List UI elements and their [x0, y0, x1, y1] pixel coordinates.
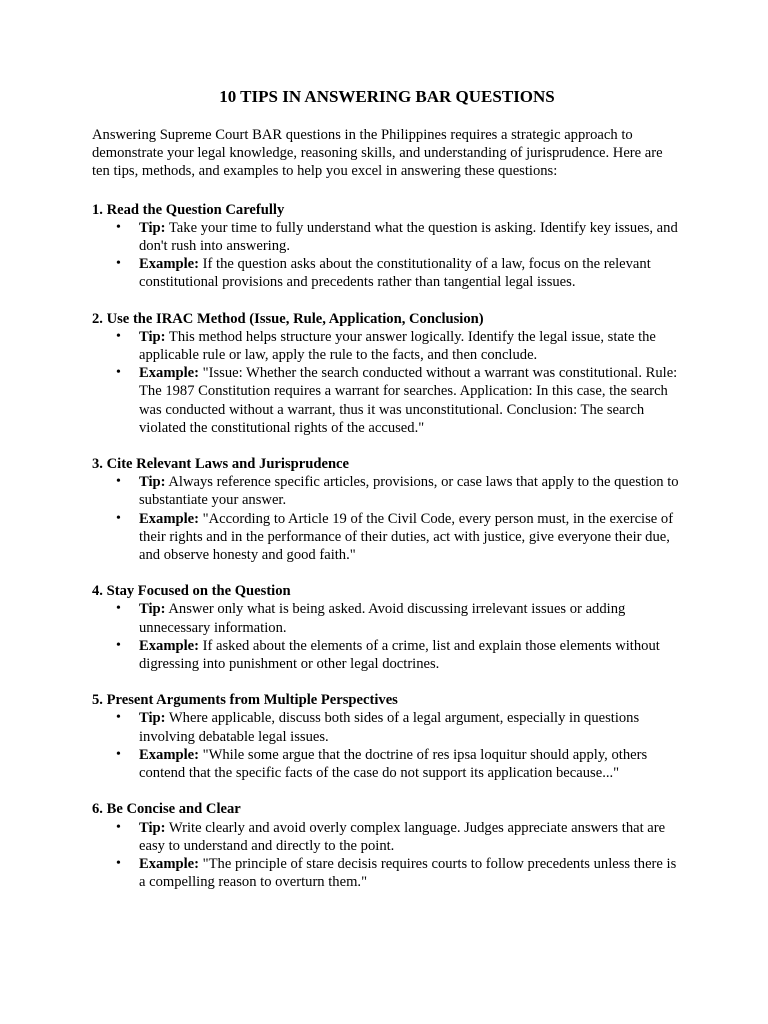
document-title: 10 TIPS IN ANSWERING BAR QUESTIONS — [219, 87, 555, 106]
bullet-text: Always reference specific articles, provisions, or case laws that apply to the question to substantiate your answer. — [139, 474, 679, 509]
section-heading: 2. Use the IRAC Method (Issue, Rule, Application, Conclusion) — [92, 310, 484, 327]
bullet-text: "While some argue that the doctrine of res ipsa loquitur should apply, others contend that the specific facts of the case do not support its application because..." — [139, 746, 648, 782]
bullet-icon: • — [116, 819, 121, 835]
bullet-label: Tip: — [139, 328, 166, 345]
bullet-text: This method helps structure your answer logically. Identify the legal issue, state the applicable rule or law, apply the rule to the facts, and then conclude. — [139, 328, 656, 364]
bullet-text: Take your time to fully understand what the question is asking. Identify key issues, and don't rush into answering. — [139, 219, 678, 255]
bullet-icon: • — [116, 474, 121, 490]
bullet-text: If asked about the elements of a crime, list and explain those elements without digressing into punishment or other legal doctrines. — [139, 637, 660, 673]
bullet-icon: • — [116, 510, 121, 526]
bullet-item — [92, 364, 682, 437]
bullet-item — [92, 219, 682, 255]
bullet-label: Example: — [139, 365, 199, 382]
bullet-text: If the question asks about the constitutionality of a law, focus on the relevant constitutional provisions and precedents rather than tangential legal issues. — [139, 256, 651, 291]
tip-section-2 — [92, 310, 682, 437]
bullet-item — [92, 746, 682, 782]
bullet-text: Answer only what is being asked. Avoid discussing irrelevant issues or adding unnecessary information. — [139, 601, 626, 636]
bullet-text: Write clearly and avoid overly complex language. Judges appreciate answers that are easy to understand and directly to the point. — [139, 819, 666, 854]
tip-section-1 — [92, 201, 682, 292]
bullet-label: Tip: — [139, 601, 166, 618]
section-heading: 1. Read the Question Carefully — [92, 201, 285, 218]
bullet-label: Example: — [139, 746, 199, 763]
bullet-icon: • — [116, 256, 121, 272]
bullet-icon: • — [116, 746, 121, 762]
tip-section-6 — [92, 800, 682, 891]
bullet-label: Tip: — [139, 710, 166, 727]
intro-paragraph: Answering Supreme Court BAR questions in the Philippines requires a strategic approach to demonstrate your legal knowledge, reasoning skills, and understanding of jurisprudence. Here are ten tips, methods, and examples to help you excel in answering these questions: — [92, 127, 663, 180]
bullet-label: Example: — [139, 256, 199, 273]
bullet-text: Where applicable, discuss both sides of a legal argument, especially in questions involving debatable legal issues. — [139, 710, 640, 745]
tip-section-4 — [92, 582, 682, 673]
bullet-label: Example: — [139, 637, 199, 654]
bullet-icon: • — [116, 365, 121, 381]
bullet-text: "Issue: Whether the search conducted without a warrant was constitutional. Rule: The 1987 Constitution requires a warrant for searches. Application: In this case, the search was conducted without a warrant, thus it was unconstitutional. Conclusion: The search violated the constitutional rights of the accused." — [139, 365, 678, 436]
bullet-text: "The principle of stare decisis requires courts to follow precedents unless there is a compelling reason to overturn them." — [139, 855, 677, 891]
bullet-item — [92, 819, 682, 855]
bullet-item — [92, 855, 682, 891]
bullet-icon: • — [116, 710, 121, 726]
bullet-icon: • — [116, 601, 121, 617]
bullet-icon: • — [116, 637, 121, 653]
bullet-item — [92, 328, 682, 364]
tip-section-3 — [92, 455, 682, 564]
bullet-item — [92, 255, 682, 291]
bullet-list — [92, 473, 682, 564]
bullet-item — [92, 473, 682, 509]
section-heading: 6. Be Concise and Clear — [92, 801, 241, 818]
bullet-icon: • — [116, 855, 121, 871]
tips-list — [92, 201, 682, 892]
bullet-item — [92, 600, 682, 636]
section-heading: 5. Present Arguments from Multiple Perspectives — [92, 692, 398, 709]
bullet-label: Tip: — [139, 819, 166, 836]
section-heading: 4. Stay Focused on the Question — [92, 583, 291, 600]
bullet-icon: • — [116, 328, 121, 344]
bullet-item — [92, 637, 682, 673]
section-heading: 3. Cite Relevant Laws and Jurisprudence — [92, 456, 350, 473]
tip-section-5 — [92, 691, 682, 782]
bullet-list — [92, 328, 682, 437]
bullet-list — [92, 600, 682, 673]
bullet-item — [92, 510, 682, 565]
bullet-item — [92, 709, 682, 745]
bullet-label: Example: — [139, 855, 199, 872]
bullet-icon: • — [116, 219, 121, 235]
document-page — [92, 86, 682, 909]
bullet-label: Tip: — [139, 474, 166, 491]
bullet-label: Example: — [139, 510, 199, 527]
bullet-list — [92, 709, 682, 782]
bullet-list — [92, 819, 682, 892]
bullet-label: Tip: — [139, 219, 166, 236]
bullet-list — [92, 219, 682, 292]
bullet-text: "According to Article 19 of the Civil Code, every person must, in the exercise of their rights and in the performance of their duties, act with justice, give everyone their due, and observe honesty and good faith." — [139, 510, 674, 564]
